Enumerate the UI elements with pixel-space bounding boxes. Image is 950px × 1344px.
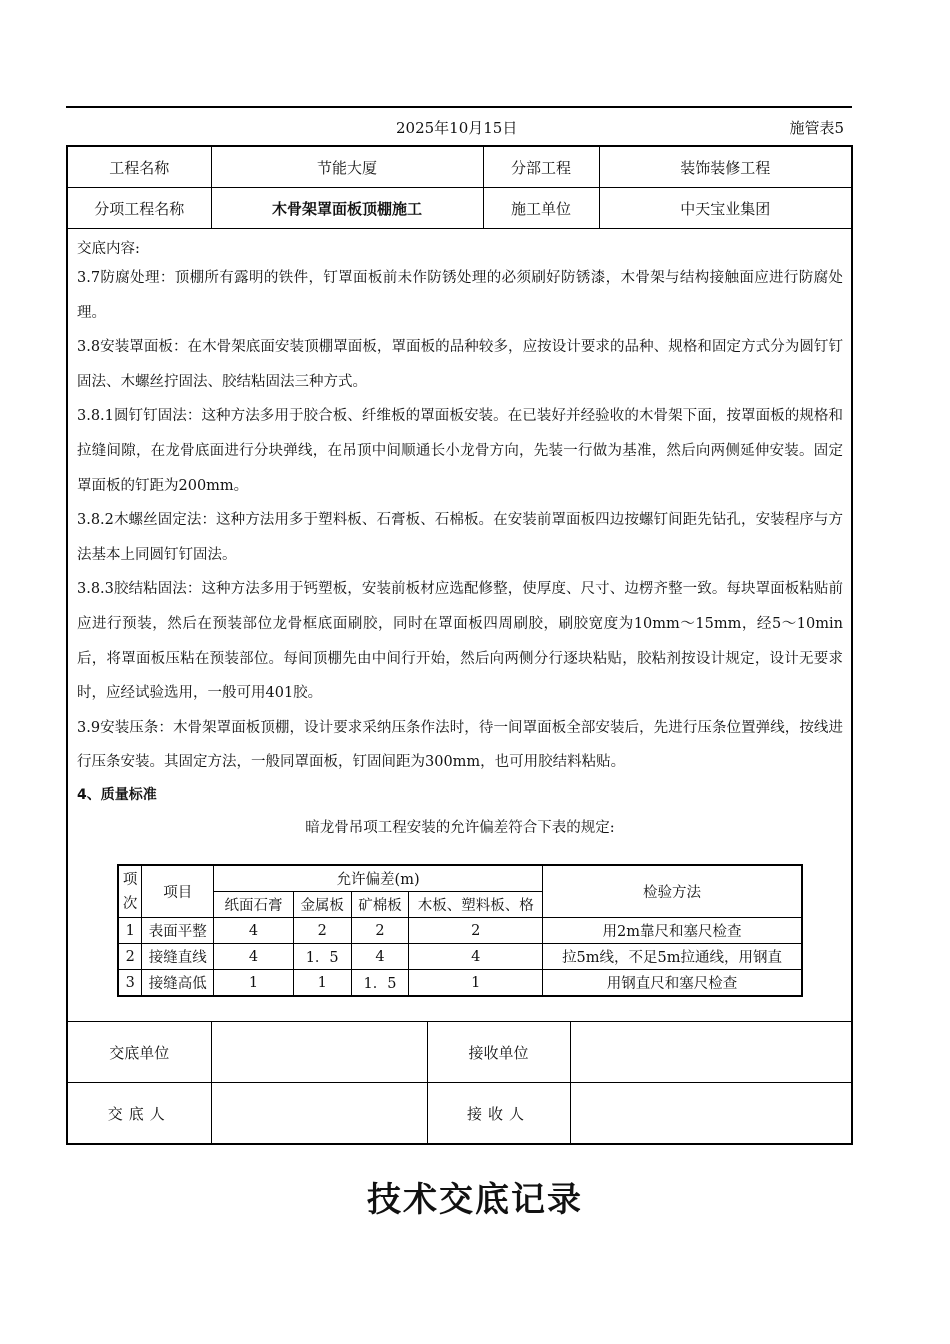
project-name-value: 节能大厦 <box>211 147 483 188</box>
subitem-value: 木骨架罩面板顶棚施工 <box>211 188 483 229</box>
top-rule <box>66 106 852 108</box>
table-row <box>118 918 802 944</box>
deviation-table <box>117 864 803 997</box>
table-header-row <box>118 865 802 892</box>
page-title: 技术交底记录 <box>367 1180 583 1220</box>
subcol-mineral-wool: 矿棉板 <box>351 892 409 918</box>
unit-value: 中天宝业集团 <box>599 188 851 229</box>
content-paragraph: 3.8.3胶结粘固法：这种方法多用于钙塑板，安装前板材应选配修整，使厚度、尺寸、边楞齐整一致。每块罩面板粘贴前应进行预装，然后在预装部位龙骨框底面刷胶，同时在罩面板四周刷胶，刷胶宽度为10mm～15mm，经5～10min后，将罩面板压粘在预装部位。每间顶棚先由中间行开始，然后向两侧分行逐块粘贴，胶粘剂按设计规定，设计无要求时，应经试验选用，一般可用401胶。 <box>77 581 843 702</box>
handover-person-field[interactable] <box>211 1083 427 1144</box>
signature-row <box>68 1022 851 1083</box>
subitem-label: 分项工程名称 <box>68 188 211 229</box>
receive-unit-label: 接收单位 <box>427 1022 570 1083</box>
receive-person-label: 接收人 <box>427 1083 570 1144</box>
row-item: 接缝高低 <box>142 970 214 997</box>
division-value: 装饰装修工程 <box>599 147 851 188</box>
row-no: 3 <box>118 970 142 997</box>
info-row <box>68 188 851 229</box>
content-paragraph: 3.8.2木螺丝固定法：这种方法用多于塑料板、石膏板、石棉板。在安装前罩面板四边按螺钉间距先钻孔，安装程序与方法基本上同圆钉钉固法。 <box>77 512 843 563</box>
content-paragraph: 3.9安装压条：木骨架罩面板顶棚，设计要求采纳压条作法时，待一间罩面板全部安装后，先进行压条位置弹线，按线进行压条安装。其固定方法，一般同罩面板，钉固间距为300mm，也可用胶结料粘贴。 <box>77 719 843 771</box>
signature-row <box>68 1083 851 1144</box>
handover-content <box>77 237 843 839</box>
unit-label: 施工单位 <box>483 188 599 229</box>
content-paragraph: 3.8.1圆钉钉固法：这种方法多用于胶合板、纤维板的罩面板安装。在已装好并经验收的木骨架下面，按罩面板的规格和拉缝间隙，在龙骨底面进行分块弹线，在吊顶中间顺通长小龙骨方向，先装一行做为基准，然后向两侧延伸安装。固定罩面板的钉距为200mm。 <box>77 408 843 494</box>
col-header-no: 项次 <box>118 865 142 918</box>
record-form <box>66 145 853 1145</box>
row-value: 1 <box>409 970 543 997</box>
row-value: 2 <box>409 918 543 944</box>
row-item: 接缝直线 <box>142 944 214 970</box>
content-paragraph: 3.8安装罩面板：在木骨架底面安装顶棚罩面板，罩面板的品种较多，应按设计要求的品种、规格和固定方式分为圆钉钉固法、木螺丝拧固法、胶结粘固法三种方式。 <box>77 339 843 390</box>
row-method: 拉5m线，不足5m拉通线，用钢直 <box>543 944 802 970</box>
content-paragraph: 3.7防腐处理：顶棚所有露明的铁件，钉罩面板前未作防锈处理的必须刷好防锈漆，木骨架与结构接触面应进行防腐处理。 <box>77 270 843 321</box>
row-method: 用钢直尺和塞尺检查 <box>543 970 802 997</box>
row-value: 2 <box>293 918 351 944</box>
row-no: 2 <box>118 944 142 970</box>
row-no: 1 <box>118 918 142 944</box>
table-row <box>118 944 802 970</box>
row-method: 用2m靠尺和塞尺检查 <box>543 918 802 944</box>
row-value: 4 <box>214 918 294 944</box>
quality-heading: 4、质量标准 <box>77 786 157 803</box>
project-info-table <box>68 147 851 229</box>
form-number: 施管表5 <box>789 119 844 137</box>
row-value: 1 <box>293 970 351 997</box>
receive-unit-field[interactable] <box>570 1022 851 1083</box>
row-value: 1．5 <box>293 944 351 970</box>
receive-person-field[interactable] <box>570 1083 851 1144</box>
handover-unit-label: 交底单位 <box>68 1022 211 1083</box>
content-intro: 交底内容: <box>77 241 140 257</box>
project-name-label: 工程名称 <box>68 147 211 188</box>
subcol-metal: 金属板 <box>293 892 351 918</box>
row-value: 4 <box>214 944 294 970</box>
handover-person-label: 交底人 <box>68 1083 211 1144</box>
signature-table <box>68 1021 851 1143</box>
row-item: 表面平整 <box>142 918 214 944</box>
col-header-item: 项目 <box>142 865 214 918</box>
row-value: 1 <box>214 970 294 997</box>
row-value: 4 <box>409 944 543 970</box>
col-header-method: 检验方法 <box>543 865 802 918</box>
subcol-wood-plastic: 木板、塑料板、格 <box>409 892 543 918</box>
col-header-tolerance: 允许偏差(m) <box>214 865 543 892</box>
table-row <box>118 970 802 997</box>
division-label: 分部工程 <box>483 147 599 188</box>
row-value: 2 <box>351 918 409 944</box>
row-value: 1．5 <box>351 970 409 997</box>
document-date: 2025年10月15日 <box>396 119 518 137</box>
subcol-gypsum: 纸面石膏 <box>214 892 294 918</box>
handover-unit-field[interactable] <box>211 1022 427 1083</box>
row-value: 4 <box>351 944 409 970</box>
info-row <box>68 147 851 188</box>
table-caption: 暗龙骨吊项工程安装的允许偏差符合下表的规定: <box>305 819 615 836</box>
